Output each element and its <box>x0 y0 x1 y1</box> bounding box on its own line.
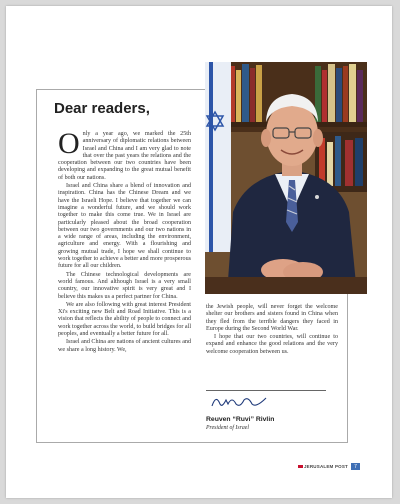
letter-paragraph: I hope that our two countries, will continue to expand and enhance the good relations and the very welcome cooperation between us. <box>206 334 338 355</box>
page-footer <box>298 463 360 470</box>
signer-title: President of Israel <box>206 425 249 431</box>
signer-name: Reuven “Ruvi” Rivlin <box>206 416 275 423</box>
letter-paragraph: Israel and China are nations of ancient cultures and we share a long history. We, <box>58 339 191 353</box>
portrait-illustration <box>205 62 367 294</box>
president-portrait <box>205 62 367 294</box>
signature-line <box>206 390 326 391</box>
letter-paragraph: Israel and China share a blend of innovation and inspiration. China has the Chinese Dream and we have the Israeli Hope. I believe that together we can imagine a wonderful future, and we should work together to make this come true. We in Israel are particularly pleased about the broad cooperation between our two governments and our two nations in a wide range of areas, including the environment, agriculture and energy. With a flourishing and growing mutual trade, I hope we shall continue to work together to achieve a better and more prosperous future for all our children. <box>58 183 191 270</box>
publication-name: JERUSALEM POST <box>303 464 348 469</box>
publication-logo <box>298 464 348 469</box>
drop-cap: O <box>58 127 80 160</box>
letter-paragraph: The Chinese technological developments are world famous. And although Israel is a very small country, our innovative spirit is very great and I believe this makes us a perfect partner for China. <box>58 271 191 300</box>
paragraph-text: nly a year ago, we marked the 25th anniversary of diplomatic relations between Israel and China and I am very glad to note that over the past years the relations and the cooperation between our two countries have been developing and expanding to the great mutual benefit of both our nations. <box>58 131 191 181</box>
letter-paragraph: We are also following with great interest President Xi's exciting new Belt and Road Initiative. This is a vision that reflects the ability of people to connect and work together across the world, to build bridges for all peoples, and eventually a better future for all. <box>58 301 192 338</box>
letter-paragraph: the Jewish people, will never forget the welcome shelter our brothers and sisters found in China when they fled from the terrible dangers they faced in Europe during the Second World War. <box>206 304 338 332</box>
letter-greeting: Dear readers, <box>54 100 150 117</box>
letter-column-left <box>58 127 192 355</box>
signature-image <box>210 392 270 410</box>
logo-mark-icon <box>298 465 303 468</box>
letter-column-right <box>206 304 338 357</box>
page-number: 7 <box>351 463 360 470</box>
letter-paragraph <box>58 127 191 182</box>
